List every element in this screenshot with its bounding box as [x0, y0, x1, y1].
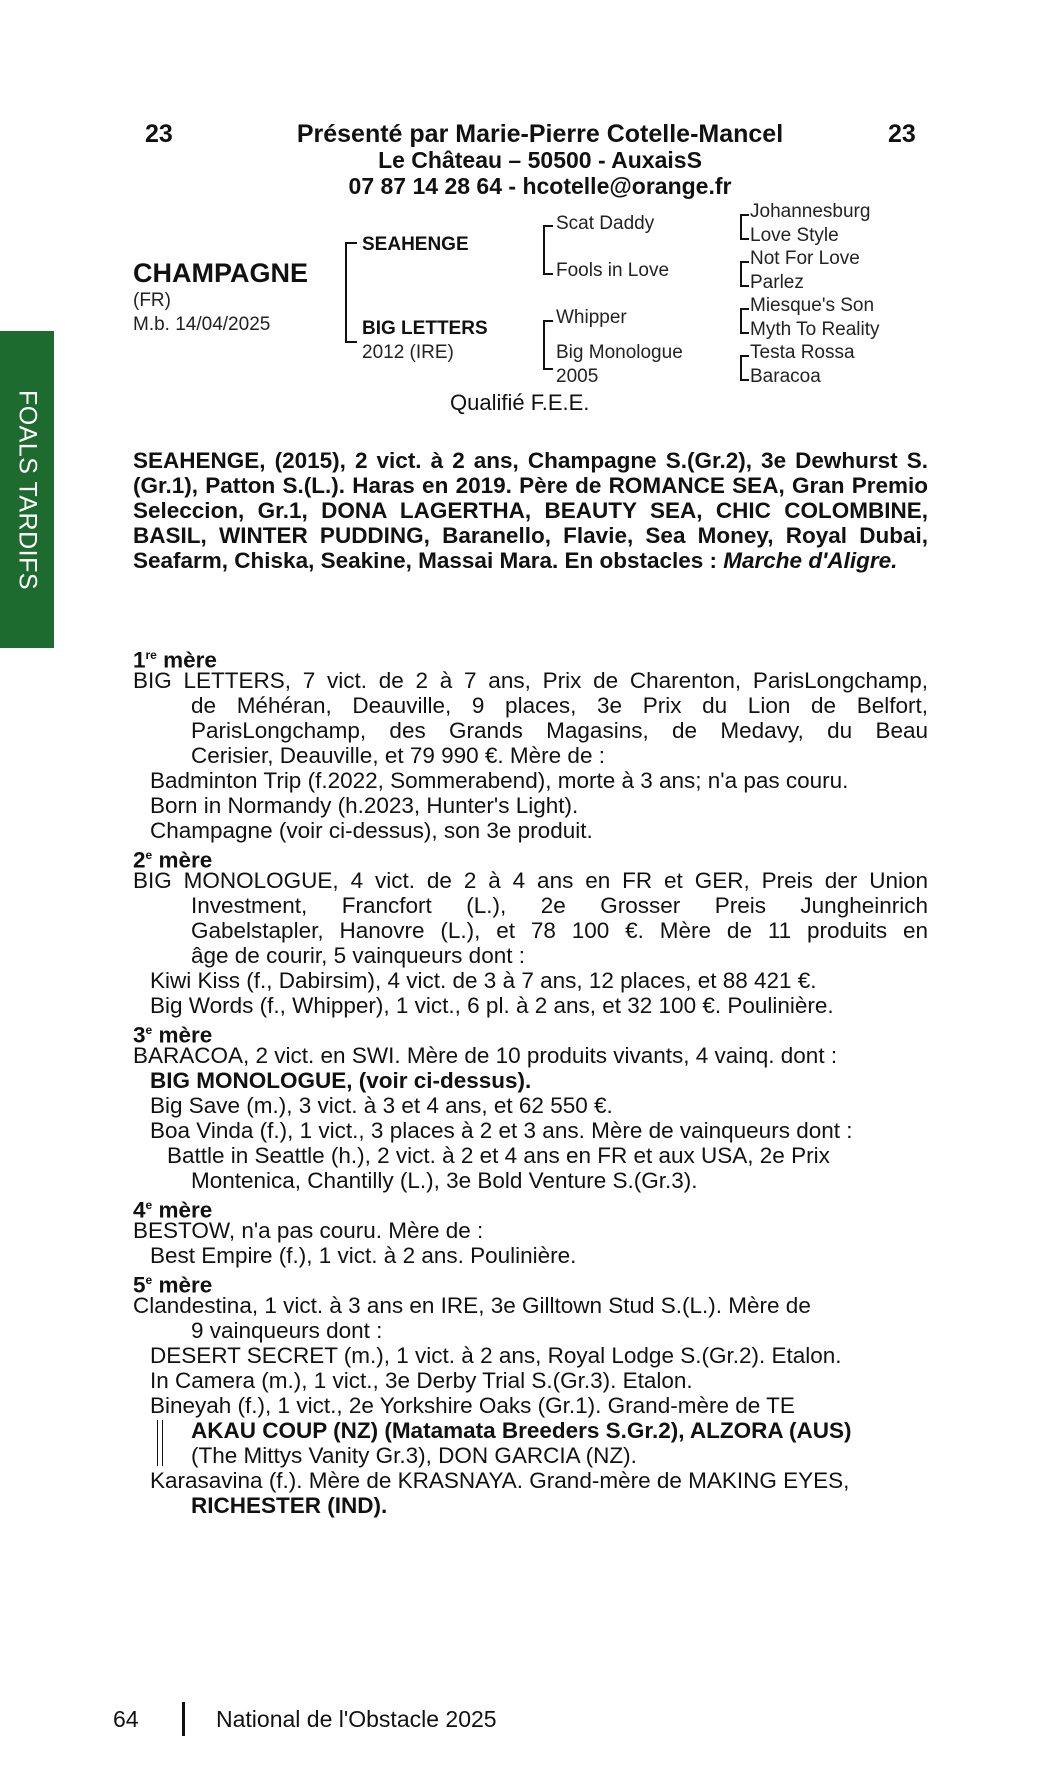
list-item: Battle in Seattle (h.), 2 vict. à 2 et 4 ans en FR et aux USA, 2e Prix: [167, 1143, 830, 1168]
list-item: BIG LETTERS, 7 vict. de 2 à 7 ans, Prix de Charenton, ParisLongchamp,: [133, 668, 928, 693]
list-item: Kiwi Kiss (f., Dabirsim), 4 vict. de 3 à 7 ans, 12 places, et 88 421 €.: [150, 968, 817, 993]
pedigree-dds: Testa Rossa: [750, 342, 855, 363]
pedigree-dam: BIG LETTERS: [362, 318, 488, 339]
pedigree-ds: Whipper: [556, 307, 627, 328]
dam-heading-3: 3e mère: [133, 1022, 213, 1048]
list-item: Investment, Francfort (L.), 2e Grosser Preis Jungheinrich: [191, 893, 928, 918]
list-item: Montenica, Chantilly (L.), 3e Bold Venture S.(Gr.3).: [191, 1168, 698, 1193]
pedigree-dsd: Myth To Reality: [750, 319, 880, 340]
list-item: 9 vainqueurs dont :: [191, 1318, 383, 1343]
list-item: (The Mittys Vanity Gr.3), DON GARCIA (NZ).: [191, 1443, 637, 1468]
pedigree-ssd: Love Style: [750, 225, 839, 246]
dam-heading-4: 4e mère: [133, 1197, 213, 1223]
list-item: Big Save (m.), 3 vict. à 3 et 4 ans, et 62 550 €.: [150, 1093, 613, 1118]
family-section: [133, 0, 928, 1772]
address: Le Château – 50500 - AuxaisS: [378, 147, 702, 173]
list-item: de Méhéran, Deauville, 9 places, 3e Prix du Lion de Belfort,: [191, 693, 928, 718]
lot-number-right: 23: [888, 120, 916, 148]
pedigree-sd: Fools in Love: [556, 260, 670, 281]
list-item: ParisLongchamp, des Grands Magasins, de Medavy, du Beau: [191, 718, 928, 743]
list-item: Bineyah (f.), 1 vict., 2e Yorkshire Oaks (Gr.1). Grand-mère de TE: [150, 1393, 795, 1418]
list-item: Clandestina, 1 vict. à 3 ans en IRE, 3e Gilltown Stud S.(L.). Mère de: [133, 1293, 811, 1318]
list-item: In Camera (m.), 1 vict., 3e Derby Trial S.(Gr.3). Etalon.: [150, 1368, 693, 1393]
dam-heading-1: 1re mère: [133, 647, 217, 673]
pedigree-sss: Johannesburg: [750, 201, 871, 222]
pedigree-dss: Miesque's Son: [750, 295, 875, 316]
list-item: RICHESTER (IND).: [191, 1493, 388, 1518]
list-item: Badminton Trip (f.2022, Sommerabend), morte à 3 ans; n'a pas couru.: [150, 768, 849, 793]
list-item: Champagne (voir ci-dessus), son 3e produit.: [150, 818, 593, 843]
list-item: BIG MONOLOGUE, (voir ci-dessus).: [150, 1068, 532, 1093]
horse-sex-dob: M.b. 14/04/2025: [133, 314, 271, 335]
footer-title: National de l'Obstacle 2025: [216, 1706, 497, 1732]
pedigree-sdd: Parlez: [750, 272, 804, 293]
list-item: BARACOA, 2 vict. en SWI. Mère de 10 produits vivants, 4 vainq. dont :: [133, 1043, 838, 1068]
list-item: Gabelstapler, Hanovre (L.), et 78 100 €. Mère de 11 produits en: [191, 918, 928, 943]
stallion-text: SEAHENGE, (2015), 2 vict. à 2 ans, Champagne S.(Gr.2), 3e Dewhurst S.(Gr.1), Patton S.(L.). Haras en 2019. Père de ROMANCE SEA, Gran Premio Seleccion, Gr.1, DONA LAGERTHA, BEAUTY SEA, CHIC COLOMBINE, BASIL, WINTER PUDDING, Baranello, Flavie, Sea Money, Royal Dubai, Seafarm, Chiska, Seakine, Massai Mara. En obstacles :: [133, 448, 928, 573]
pedigree-sire: SEAHENGE: [362, 234, 469, 255]
list-item: BESTOW, n'a pas couru. Mère de :: [133, 1218, 484, 1243]
list-item: âge de courir, 5 vainqueurs dont :: [191, 943, 525, 968]
contact: 07 87 14 28 64 - hcotelle@orange.fr: [348, 173, 732, 199]
qualification: Qualifié F.E.E.: [450, 390, 590, 415]
list-item: Karasavina (f.). Mère de KRASNAYA. Grand-mère de MAKING EYES,: [150, 1468, 850, 1493]
pedigree-ss: Scat Daddy: [556, 213, 655, 234]
descendant-bar: [157, 1420, 163, 1466]
dam-heading-2: 2e mère: [133, 847, 213, 873]
list-item: Boa Vinda (f.), 1 vict., 3 places à 2 et 3 ans. Mère de vainqueurs dont :: [150, 1118, 853, 1143]
pedigree-ddd: Baracoa: [750, 366, 821, 387]
page-number: 64: [113, 1706, 139, 1732]
pedigree-dd: Big Monologue: [556, 342, 683, 363]
pedigree-dd-year: 2005: [556, 366, 599, 387]
stallion-italic: Marche d'Aligre.: [723, 548, 898, 573]
list-item: DESERT SECRET (m.), 1 vict. à 2 ans, Royal Lodge S.(Gr.2). Etalon.: [150, 1343, 842, 1368]
horse-name: CHAMPAGNE: [133, 258, 308, 288]
list-item: Born in Normandy (h.2023, Hunter's Light).: [150, 793, 579, 818]
pedigree-sds: Not For Love: [750, 248, 860, 269]
presenter: Présenté par Marie-Pierre Cotelle-Mancel: [296, 120, 784, 148]
list-item: BIG MONOLOGUE, 4 vict. de 2 à 4 ans en FR et GER, Preis der Union: [133, 868, 928, 893]
list-item: Big Words (f., Whipper), 1 vict., 6 pl. à 2 ans, et 32 100 €. Poulinière.: [150, 993, 834, 1018]
lot-number-left: 23: [145, 120, 173, 148]
section-tab: [0, 331, 54, 648]
horse-country: (FR): [133, 290, 171, 311]
list-item: Best Empire (f.), 1 vict. à 2 ans. Poulinière.: [150, 1243, 577, 1268]
list-item: Cerisier, Deauville, et 79 990 €. Mère de :: [191, 743, 605, 768]
section-tab-label: FOALS TARDIFS: [13, 389, 42, 590]
dam-heading-5: 5e mère: [133, 1272, 213, 1298]
pedigree-dam-info: 2012 (IRE): [362, 342, 454, 363]
list-item: AKAU COUP (NZ) (Matamata Breeders S.Gr.2), ALZORA (AUS): [191, 1418, 852, 1443]
footer-divider: [182, 1702, 185, 1736]
